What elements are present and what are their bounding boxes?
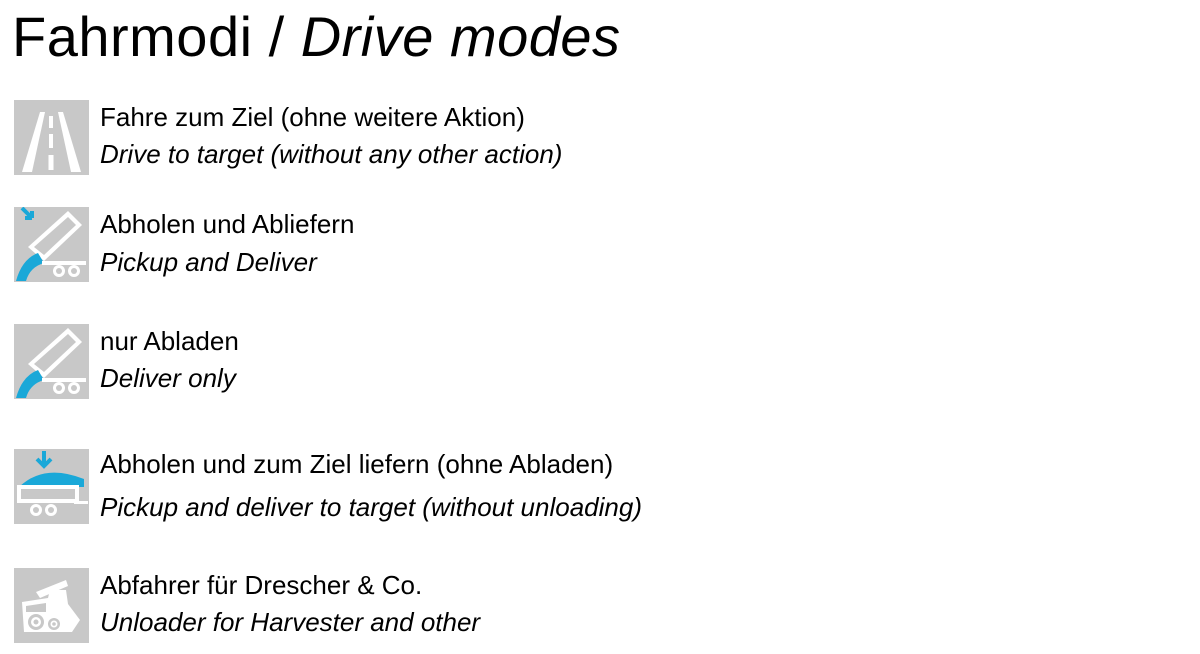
mode-label-en: Pickup and deliver to target (without unloading): [100, 492, 642, 522]
drive-mode-item: [14, 449, 914, 529]
mode-label-de: nur Abladen: [100, 326, 239, 356]
mode-label-en: Deliver only: [100, 363, 236, 393]
mode-label-en: Drive to target (without any other action): [100, 139, 563, 169]
harvester-unloader-icon: [14, 568, 89, 643]
mode-label-en: Unloader for Harvester and other: [100, 607, 481, 637]
page-title-de: Fahrmodi /: [12, 5, 301, 68]
drive-mode-item: [14, 100, 914, 180]
drive-mode-item: [14, 324, 914, 404]
mode-label-de: Abholen und zum Ziel liefern (ohne Abladen): [100, 449, 614, 479]
mode-label-de: Fahre zum Ziel (ohne weitere Aktion): [100, 102, 525, 132]
pickup-deliver-icon: [14, 207, 89, 282]
road-icon: [14, 100, 89, 175]
mode-label-en: Pickup and Deliver: [100, 247, 317, 277]
deliver-only-icon: [14, 324, 89, 399]
page-title-en: Drive modes: [300, 5, 621, 68]
drive-mode-item: [14, 568, 914, 648]
mode-label-de: Abfahrer für Drescher & Co.: [100, 570, 423, 600]
drive-mode-item: [14, 207, 914, 287]
mode-label-de: Abholen und Abliefern: [100, 209, 355, 239]
page-title: [12, 4, 621, 70]
pickup-deliver-target-icon: [14, 449, 89, 524]
